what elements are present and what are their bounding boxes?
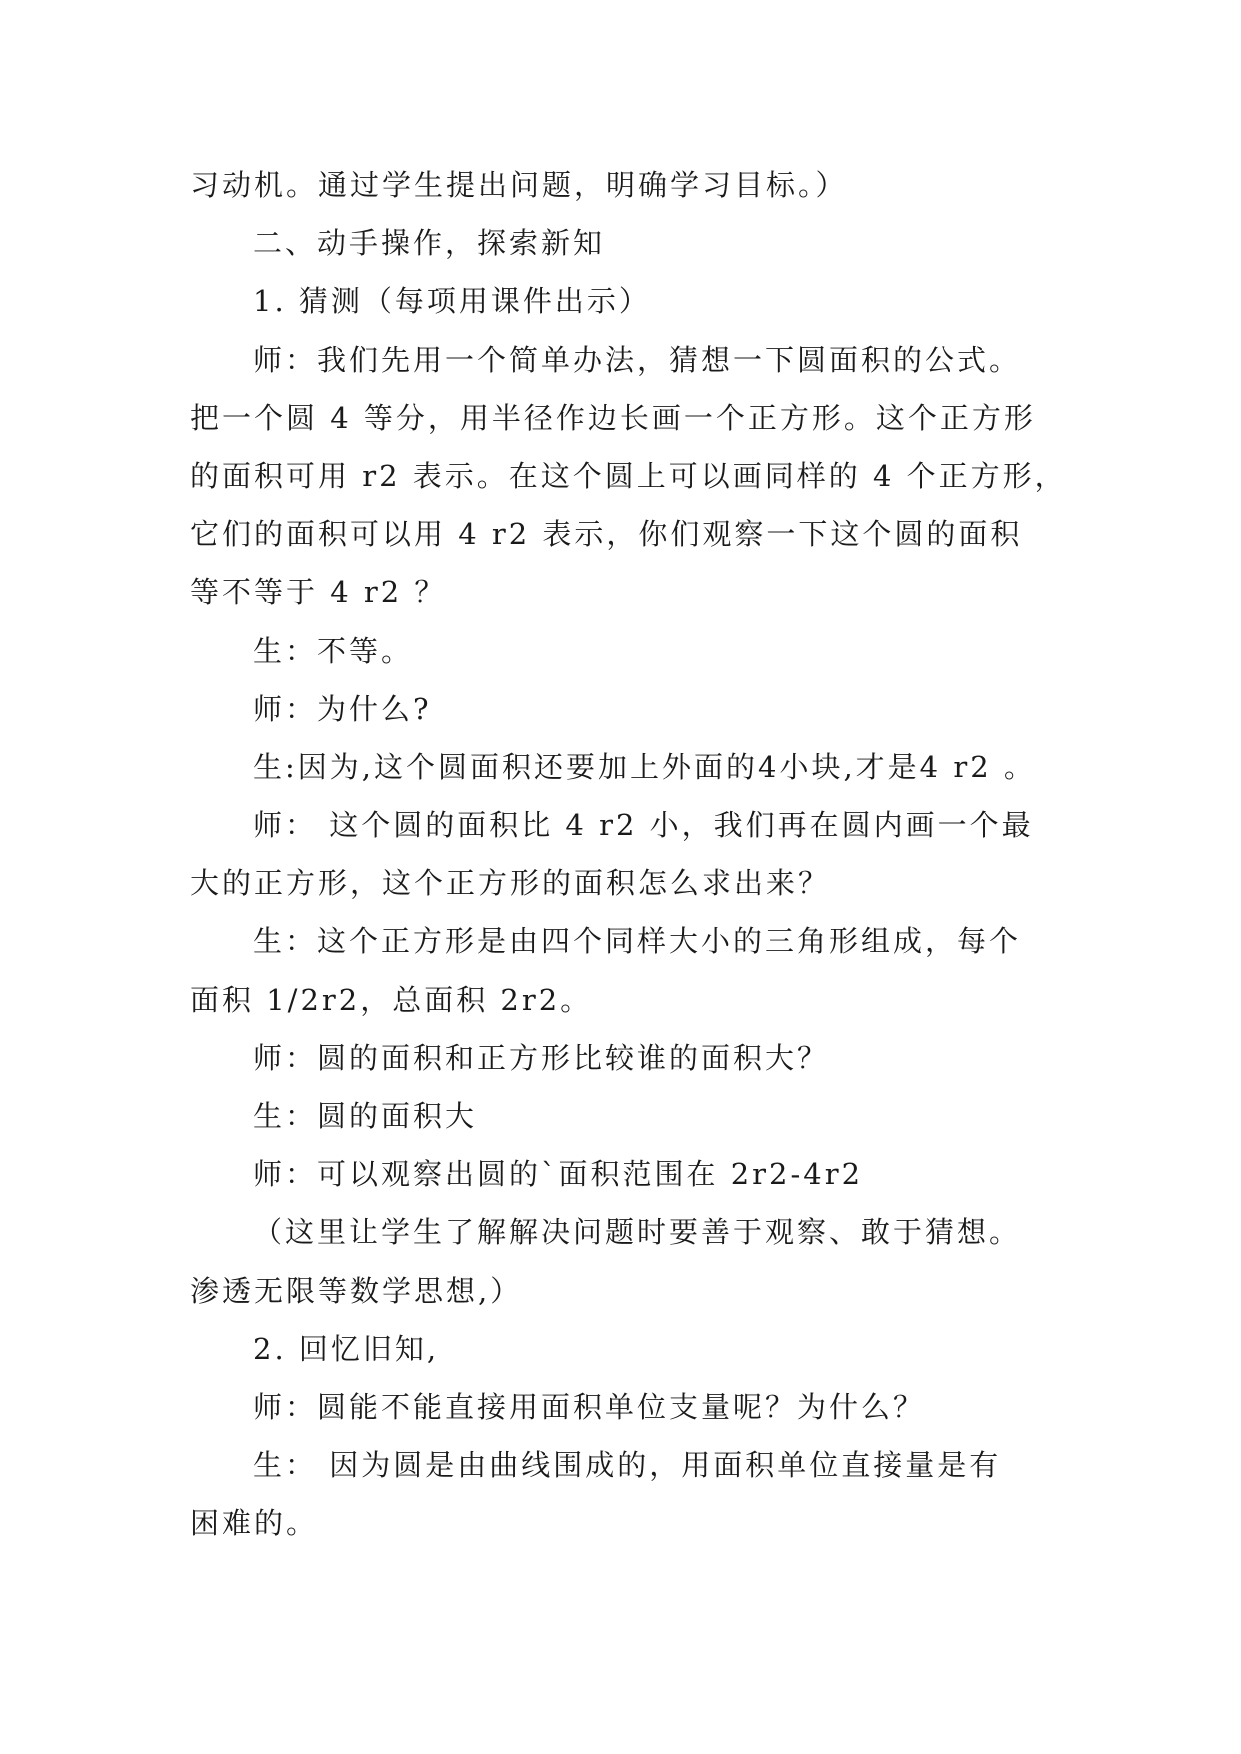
text-line: 生：不等。: [253, 633, 414, 668]
text-line: 生：这个正方形是由四个同样大小的三角形组成，每个: [253, 924, 1022, 959]
text-line: 二、动手操作，探索新知: [253, 226, 606, 261]
text-line: 生：圆的面积大: [253, 1099, 478, 1133]
text-line: 师：圆能不能直接用面积单位支量呢？为什么？: [253, 1389, 926, 1424]
text-line: 师： 这个圆的面积比 4 r2 小，我们再在圆内画一个最: [253, 808, 1034, 843]
text-line: 生:因为,这个圆面积还要加上外面的4小块,才是4 r2 。: [253, 749, 1036, 784]
text-line: 师：我们先用一个简单办法，猜想一下圆面积的公式。: [253, 342, 1022, 377]
text-line: 2. 回忆旧知,: [253, 1331, 440, 1366]
text-line: 生： 因为圆是由曲线围成的，用面积单位直接量是有: [253, 1448, 1002, 1483]
text-line: 渗透无限等数学思想,）: [190, 1273, 523, 1308]
text-line: 等不等于 4 r2 ？: [190, 575, 447, 610]
text-line: 它们的面积可以用 4 r2 表示，你们观察一下这个圆的面积: [190, 517, 1023, 552]
text-line: 师：圆的面积和正方形比较谁的面积大？: [253, 1040, 830, 1075]
text-line: 困难的。: [190, 1506, 319, 1541]
text-line: 师：为什么?: [253, 691, 432, 726]
text-line: 的面积可用 r2 表示。在这个圆上可以画同样的 4 个正方形，: [190, 458, 1067, 493]
text-line: 把一个圆 4 等分，用半径作边长画一个正方形。这个正方形: [190, 400, 1036, 435]
text-line: 习动机。通过学生提出问题，明确学习目标。）: [190, 168, 848, 202]
text-line: 大的正方形，这个正方形的面积怎么求出来？: [190, 866, 831, 901]
text-line: 师：可以观察出圆的`面积范围在 2r2-4r2: [253, 1157, 864, 1192]
text-line: （这里让学生了解解决问题时要善于观察、敢于猜想。: [253, 1215, 1022, 1250]
document-body: [190, 156, 1070, 1553]
text-line: 面积 1/2r2，总面积 2r2。: [190, 982, 593, 1017]
text-line: 1. 猜测（每项用课件出示）: [253, 284, 651, 319]
